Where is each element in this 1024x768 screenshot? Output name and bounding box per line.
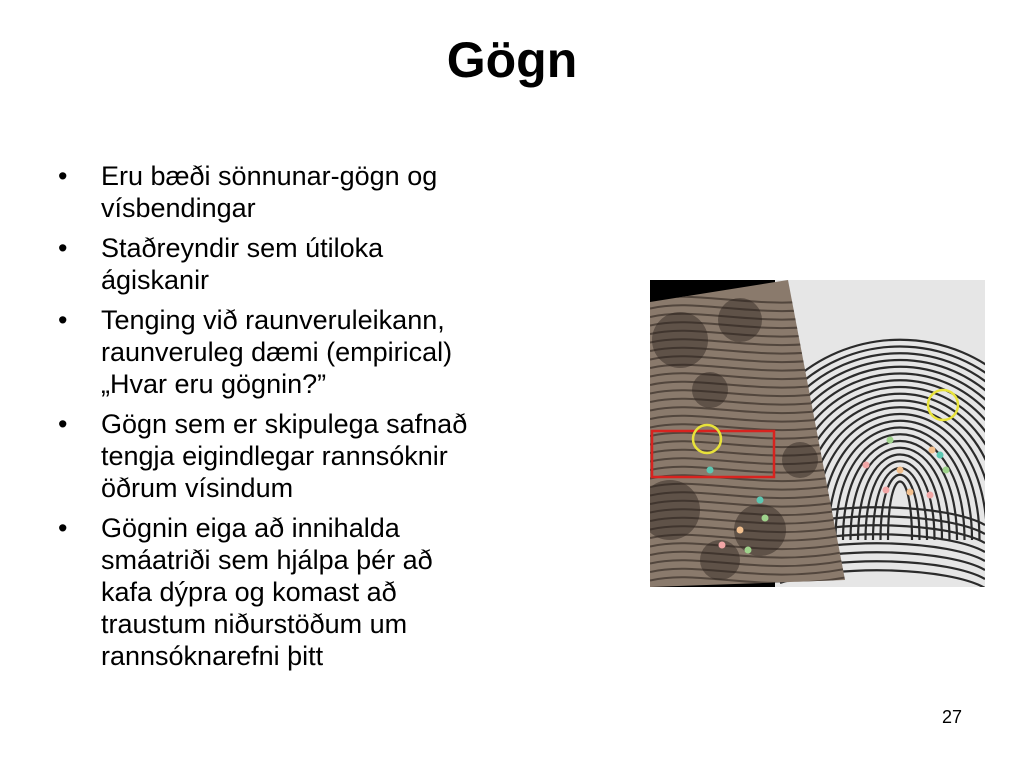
- minutia-dot: [863, 462, 870, 469]
- bullet-text-line: Gögn sem er skipulega safnað: [101, 409, 468, 439]
- bullet-item: [58, 512, 598, 672]
- minutia-dot: [907, 489, 914, 496]
- bullet-text-line: ágiskanir: [101, 265, 210, 295]
- fingerprint-comparison-image: [650, 280, 985, 587]
- minutia-dot: [883, 487, 890, 494]
- bullet-marker: •: [58, 233, 68, 263]
- bullet-text-line: traustum niðurstöðum um: [101, 609, 408, 639]
- minutia-dot: [943, 467, 950, 474]
- bullet-text-line: Eru bæði sönnunar-gögn og: [101, 161, 438, 191]
- bullet-text-line: vísbendingar: [101, 193, 256, 223]
- minutia-dot: [897, 467, 904, 474]
- slide-title: Gögn: [446, 32, 578, 88]
- bullet-text-line: Tenging við raunveruleikann,: [101, 305, 445, 335]
- bullet-text-line: raunveruleg dæmi (empirical): [101, 337, 453, 367]
- bullet-item: [58, 232, 598, 296]
- minutia-dot: [929, 447, 936, 454]
- bullet-marker: •: [58, 305, 68, 335]
- bullet-item: [58, 408, 598, 504]
- minutia-dot: [737, 527, 744, 534]
- bullet-text-line: öðrum vísindum: [101, 473, 294, 503]
- smudge-mark: [692, 372, 728, 408]
- minutia-dot: [887, 437, 894, 444]
- bullet-marker: •: [58, 409, 68, 439]
- minutia-dot: [757, 497, 764, 504]
- minutia-dot: [927, 492, 934, 499]
- minutia-dot: [745, 547, 752, 554]
- bullet-text-line: Gögnin eiga að innihalda: [101, 513, 400, 543]
- page-number: 27: [941, 707, 962, 727]
- bullet-list: [58, 160, 598, 680]
- minutia-dot: [937, 452, 944, 459]
- bullet-text-line: smáatriði sem hjálpa þér að: [101, 545, 433, 575]
- smudge-mark: [782, 442, 818, 478]
- bullet-item: [58, 304, 598, 400]
- bullet-text-line: Staðreyndir sem útiloka: [101, 233, 384, 263]
- bullet-text-line: kafa dýpra og komast að: [101, 577, 397, 607]
- bullet-text-line: „Hvar eru gögnin?”: [101, 369, 327, 399]
- smudge-mark: [718, 298, 762, 342]
- bullet-marker: •: [58, 161, 68, 191]
- bullet-text-line: tengja eigindlegar rannsóknir: [101, 441, 448, 471]
- bullet-marker: •: [58, 513, 68, 543]
- bullet-text-line: rannsóknarefni þitt: [101, 641, 324, 671]
- fingerprint-icon: [650, 280, 985, 587]
- minutia-dot: [762, 515, 769, 522]
- smudge-mark: [652, 312, 708, 368]
- bullet-item: [58, 160, 598, 224]
- minutia-dot: [707, 467, 714, 474]
- minutia-dot: [719, 542, 726, 549]
